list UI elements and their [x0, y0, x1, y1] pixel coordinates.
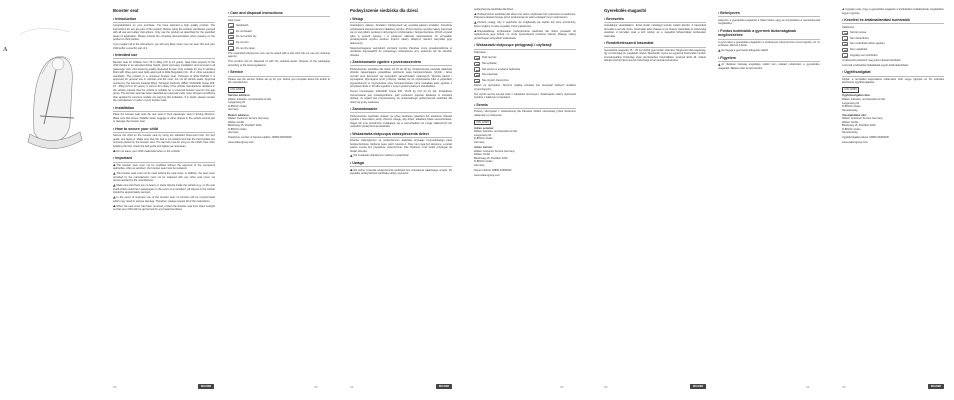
warning: The booster seat must not be used without the seat cover. In addition, the seat cover provided by the manufacturer must not be replaced with any other seat cover not recommended by the manufacturer. [113, 172, 215, 183]
section-heading: •Installation [113, 106, 215, 112]
polish-column-1 [350, 8, 452, 392]
no-tumble-dry-icon [228, 35, 234, 39]
section-heading: •Zastosowanie zgodne z przeznaczeniem [350, 60, 452, 66]
care-symbol-row: Nie prasować [474, 73, 576, 77]
no-bleach-icon [228, 29, 234, 33]
care-symbol-row: Nem vasalható [842, 48, 944, 52]
warning: When the seat cover has been removed, protect the booster seat from direct sunlight so that your child will not get burned by any heated surfaces. [113, 204, 215, 212]
paragraph: Nieprzestrzeganie wszystkich instrukcji wyrobu Państwa może prawdopodobnie w rezultacie doprowadzić do poważnego uszkodzenia przy siedzeniu lub do obrażeń dziecka. [350, 46, 452, 57]
section-heading: •Uwaga [350, 161, 452, 167]
figure-column [0, 8, 97, 392]
paragraph: Gratulujemy zakupu. Zostałem zdobytyosob się wysokiej jakości produktu. Instrukcja użytkowania stanowi element składowy wyrobu. Przed użyciem wyrobu należy zapoznać się ze wszystkimi podanymi dotyczącymi użytkowania i bezpieczeństwa. Wyrób używać tylko w sposób opisany i w podanym zakresie zastosowania. W przypadku przekazywania wyrobu osobom trzecim należy dołączyć również wszystkie jego dokumenty. [350, 24, 452, 45]
phone: Numer infolinii: 00800 00300030 [474, 168, 512, 172]
no-dry-clean-icon [474, 79, 480, 83]
english-column-2 [228, 8, 330, 392]
section-heading: •Care and disposal instructions [228, 11, 330, 17]
paragraph: Booster seat for children from 15 to 36kg (3.5 to 12 years). Seat belts properly fit the child thanks to an elevated sitting height. Quick and easy installation and removal in all passenger cars. Non-lowering quality. Required by law. Only suitable for use in vehicles fitted with three-point seat belts approved to ECE Regulation No. 16 or other equivalent standards. The product is a universal booster seat. Pursuant to ECE R44/04 it is approved for general use in vehicles and fits most, but not all vehicle seats. Approval number by the German Federal Motor Transport Authority (KBA): 04301190 Group II/III, 15 - 36kg (3.5 to 12 years). A correct fit is likely if the vehicle manufacturer declares in the vehicle manual that the vehicle is suitable for a universal booster seat for this age group. The booster seat has been classified as universal under more stringent conditions than applied for previous models not carrying this indication. If in doubt, please contact the manufacturer or seller of your booster seat. [113, 60, 215, 103]
care-symbol-row: Do not iron [228, 40, 330, 44]
care-symbol-row: Do not tumble dry [228, 35, 330, 39]
warning: The booster seat must not be modified without the approval of the competent authorities. After an accident, the booster seat must be replaced. [113, 163, 215, 171]
page-number: XX [806, 386, 810, 389]
section-heading: •How to secure your child [113, 127, 215, 133]
no-tumble-dry-icon [842, 42, 848, 46]
paragraph: This product can be disposed of with the residual waste. Dispose of the packaging according to the local regulations. [228, 60, 330, 67]
care-symbol-row: Nie suszyć w suszarce bębnowej [474, 67, 576, 71]
paragraph: The expanded polystyrene core can be wiped with a soft cloth (do not use any cleaning agents). [228, 51, 330, 59]
page-number: XX [604, 386, 608, 389]
paragraph: Ten wyrób można usunąć wraz z odpadami domowymi. Opakowanie należy utylizować zgodnie z lokalnymi przepisami. [474, 92, 576, 100]
paragraph: Gratulálunk vásárlásához. Ezzel kiváló minőségű termék mellett döntött. A használati útmutató a termék része. Használat előtt olvassa el az összes használati és biztonsági utasítást. A terméket csak a leírt módon és a megadott felhasználási területeken használja. [604, 24, 706, 38]
return-address: Adres zwrotu: Walser Customer Service Germany Walser GmbH Bleichweg 15, Postfach 3323 D-88131 Lindau Germany [474, 144, 515, 167]
warning: Nie zostawiać dziecka bez nadzoru w pojeździe! [350, 154, 452, 158]
no-tumble-dry-icon [474, 67, 480, 71]
phone: Telephone number of Service-Hotline: 00800 00300030 [228, 136, 292, 140]
paragraph: Prosimy skorzystać z ustanowionej dla Państwa infolinii serwisowej przed złożeniem reklamacji u producenta. [474, 110, 576, 117]
section-heading: •Bevezetés [604, 17, 706, 23]
section-heading: •Important [113, 156, 215, 162]
brand-logo: WALSER [690, 384, 706, 389]
service-address: Service address: Walser Industrie- und Handels GmbH Langenweg 34 D-88131 Lindau Germany [228, 93, 272, 112]
service-address: Ügyfélszolgálat címe: Walser Industrie- und Handels GmbH Langenweg 34 D-88131 Lindau Németország [842, 93, 886, 112]
no-dry-clean-icon [842, 53, 848, 57]
ian-box: IAN 12345 [474, 120, 491, 126]
section-heading: •Ügyfélszolgálat [842, 70, 944, 76]
warning: Make sure that there are no heavy or sharp objects inside the vehicle (e.g. on the rear shelf) which could harm passengers in the event of an accident. All objects in the vehicle should be appropriately secured. [113, 184, 215, 195]
warning: Do not leave your child unattended when in the vehicle! [113, 150, 215, 154]
paragraph: Dziecko zabezpieczyć na podwyższeniu siedziska używając trzypunktowego pasa bezpieczeństwa. Ułożenie pasa: patrz rysunek A. Pasy nie mogą być skręcone, a zamki pasów muszą być poprawnie umieszczone. Pas biodrowy musi ściśle przylegać do bioder dziecka. [350, 139, 452, 153]
return-address: Return address: Walser Customer Service Germany Walser GmbH Bleichweg 15, Postfach 3323 D-88131 Lindau Germany [228, 112, 269, 135]
ian-box: IAN 12345 [228, 87, 245, 93]
no-iron-icon [842, 48, 848, 52]
care-symbol-row: Prać ręcznie [474, 56, 576, 60]
care-symbol-row: Handwash [228, 23, 330, 27]
section-heading: •Figyelem [718, 56, 820, 62]
paragraph: A habosított polisztirol mag puha ruhával tisztítható. [842, 58, 902, 62]
paragraph: Üléshuzat: [842, 25, 855, 29]
english-column-1 [113, 8, 215, 392]
figure-label: A [3, 47, 8, 53]
paragraph: Pokrowiec: [474, 50, 487, 54]
page-number: XX [560, 386, 564, 389]
care-symbol-row: Nie wybielać [474, 62, 576, 66]
no-bleach-icon [474, 62, 480, 66]
page-number: XX [842, 386, 846, 389]
paragraph: Secure the child on the booster seat by using the standard three-point belt. For belt guide, see figure A. Make sure that the belt is not twisted and that the belt buckles are correctly placed on the booster seat. The lap belt must be snug on the child's hips. After buckling the belt, check the belt guide and tighten as necessary. [113, 134, 215, 148]
paragraph: Rdzeń ze styropianu: Wytrzeć miękką szmatką (nie stosować żadnych środków czyszczących). [474, 84, 576, 91]
handwash-icon [842, 31, 848, 35]
no-dry-clean-icon [228, 46, 234, 50]
warning: In the event of improper use of the booster seat, its function will be compromised which may result in serious damage. Therefore, please respect all of the instructions. [113, 196, 215, 203]
paragraph: If you neglect all of the instructions, you will very likely injure your car seat. We and your child suffer a specific part of it. [113, 43, 215, 50]
paragraph: Podwyższenie siedziska dla dzieci od 15 do 36 kg. Podwyższenie pozwala właściwie dziecku zapewniające prawidłowe położenie pasa bezpieczeństwa. Szybki i łatwy montaż oraz demontaż we wszystkich samochodach osobowych. Wysoka jakość i wymagania. Wymagane przez przepisy. Nadaje się do użytkowania tylko w pojazdach wyposażonych w trzypunktowe pasy bezpieczeństwa, które posiadają atest zgodnie z przepisem ECE nr 16 albo zgodnie z innymi porównywalnymi standardami. [350, 67, 452, 89]
page-number: XX [314, 386, 318, 389]
care-symbol-row: Do not dry clean [228, 46, 330, 50]
booster-seat-illustration [0, 14, 97, 164]
return-address: Visszaküldési cím: Walser Customer Service Germany Walser GmbH Bleichweg 15, Postfach 3323 D-88131 Lindau Németország [842, 112, 883, 135]
section-heading: •Wskazówka dotycząca zabezpieczenia dzieci [350, 132, 452, 138]
service-address: Adres serwisu: Walser Industrie- und Handels GmbH Langenweg 34 D-88131 Lindau Germany [474, 125, 518, 144]
hungarian-column-2 [718, 8, 820, 392]
paragraph: Kérjük, a termékkel kapcsolatos reklamáció előtt vegye igénybe az Ön számára létrehozott ügyfélszolgálatot. [842, 77, 944, 85]
section-heading: •Intended use [113, 53, 215, 59]
paragraph: Seat cover: [228, 18, 242, 22]
warning: Podwyższenie siedziska dla dzieci nie wolno użytkować bez pokrowca na siedzenie. Pokrowca dostarczonego przez producenta nie wolno zastąpić innym pokrowcem. [474, 12, 576, 20]
phone: Ügyfélszolgálat száma: 00800 00300030 [842, 136, 889, 140]
care-symbol-row: Nie czyścić chemicznie [474, 79, 576, 83]
care-symbol-row: Do not bleach [228, 29, 330, 33]
section-heading: •Zamontowanie [350, 107, 452, 113]
care-symbol-row: Vegyileg nem tisztítható [842, 53, 944, 57]
paragraph: Place the booster seat onto the rear seat or front passenger seat in driving direction. Make sure that shoes, foldable seats, luggage or other objects in the vehicle cannot jam or damage the booster seat. [113, 113, 215, 124]
section-heading: •Introduction [113, 17, 215, 23]
warning: Nieprawidłowe użytkowanie podwyższenia siedziska dla dzieci prowadzi do ograniczenia jego funkcji, co może spowodować poważne szkody. Dlatego należy przestrzegać wszystkich wskazówek. [474, 29, 576, 40]
brand-logo: WALSER [436, 384, 452, 389]
warning: Nie wolno zmieniać podwyższenia siedziska bez zezwolenia właściwego urzędu. Po wypadku podwyższenie siedziska należy wymienić. [350, 168, 452, 176]
hungarian-column-1 [604, 8, 706, 392]
no-iron-icon [474, 73, 480, 77]
handwash-icon [228, 23, 234, 27]
brand-logo: WALSER [198, 384, 214, 389]
paragraph: Congratulations on your purchase. You have selected a high quality product. The instructions for use are part of this product. Before using the product, familiarise yourself with all use and safety instructions. Only use the product as described for the specified areas of application. Please include the complete documentation when passing on the product to third parties. [113, 24, 215, 42]
warning: Zwrócić uwagę, aby w pojeździe nie znajdowały się ciężkie lub ostre przedmioty, które mogłyby w razie wypadku zranić pasażerów. [474, 21, 576, 28]
care-symbol-row: Nem szárítható dobos gépben [842, 42, 944, 46]
website-link[interactable]: www.walsergroup.com [842, 141, 868, 145]
care-symbol-row: Kézzel mossa [842, 31, 944, 35]
care-symbol-row: Nem fehéríthető [842, 36, 944, 40]
section-heading: •Wstęp [350, 17, 452, 23]
warning: Ügyeljen arra, hogy a gyerekülés-magasító a közlekedési szabályoknak megfelelően legyen rögzítve. [842, 8, 944, 15]
paragraph: Please use the service hotline set up for you, before you complain about the article to the manufacturer. [228, 77, 330, 85]
handwash-icon [474, 56, 480, 60]
no-iron-icon [228, 40, 234, 44]
paragraph: A gyermeket a gyerekülés-magasítón a szabványos hárompontos övvel rögzítse. Az öv vezetése: lásd az A ábrát. [718, 40, 820, 48]
ian-box: IAN 12345 [842, 87, 859, 93]
warning: Az illetékes hatóság engedélye nélkül nem szabad módosítani a gyerekülés-magasítót. Baleset után ki kell cserélni. [718, 63, 820, 71]
page-number: XX [113, 386, 117, 389]
page-title: Booster seat [113, 8, 139, 13]
paragraph: podwyższenia siedziska dla dzieci. [474, 8, 514, 11]
section-heading: •Wskazówki dotyczące pielęgnacji i utylizacji [474, 43, 576, 49]
page-title: Podwyższenie siedziska dla dzieci [350, 8, 419, 13]
warning: Ne hagyja a gyermeket felügyelet nélkül! [718, 49, 820, 53]
section-heading: •Serwis [474, 103, 576, 109]
section-heading: •Rendeltetésszerű használat [604, 41, 706, 47]
paragraph: A termék a háztartási hulladékkal együtt ártalmatlanítható. [842, 63, 909, 67]
paragraph: Podwyższenie siedziska ustawić na tylnej siedzenie pasażera lub siedzenie dziecka zgodnie z kierunkiem jazdy. Zwrócić uwagę, aby dzieci, składane fotele samochodowe, bagaż lub inne przedmioty znajdujące się w samochodzie nie mogły zakleszczyć lub uszkodzić podwyższenia siedziska. [350, 114, 452, 129]
page-title: Gyerekülés-magasító [604, 8, 647, 13]
hungarian-column-3 [842, 8, 944, 392]
website-link[interactable]: www.walsergroup.com [474, 173, 500, 177]
no-bleach-icon [842, 36, 848, 40]
section-heading: •Behelyezés [718, 11, 820, 17]
brand-logo: WALSER [928, 384, 944, 389]
website-link[interactable]: www.walsergroup.com [228, 141, 254, 145]
section-heading: •Kezelési és ártalmatlanítási tudnivalók [842, 18, 944, 24]
paragraph: Helyezze a gyerekülés-magasítót a hátsó ülésre vagy az anyósülésre a menetiránynak megfelelően. [718, 18, 820, 26]
section-heading: •Service [228, 70, 330, 76]
page-number: XX [350, 386, 354, 389]
section-heading: •Fontos tudnivalók a gyermek biztonságának megőrzéséhez [718, 29, 820, 40]
paragraph: Numer homologacji: 04301190 Grupa II/III, 15-36 kg (3,5 do 12 lat). Prawidłowe zamocowanie jest prawdopodobne, jeśli producent pojazdu deklaruje w instrukcji obsługi, że pojazd jest przystosowany do uniwersalnego podwyższenia siedziska dla dzieci tej grupy wiekowej. [350, 90, 452, 104]
polish-column-2 [474, 8, 576, 392]
paragraph: Gyerekülés-magasító 15 - 36 kg közötti gyermekek számára. Megemelt ülésmagasság, így a biztonsági öv megfelelő módon illeszkedik. Gyors és egyszerű beszerelés minden személyautóba. Kizárólag olyan járművekben használható, amelyek ECE 16. számú előírás szerinti hárompontos biztonsági övvel vannak felszerelve. [604, 48, 706, 63]
